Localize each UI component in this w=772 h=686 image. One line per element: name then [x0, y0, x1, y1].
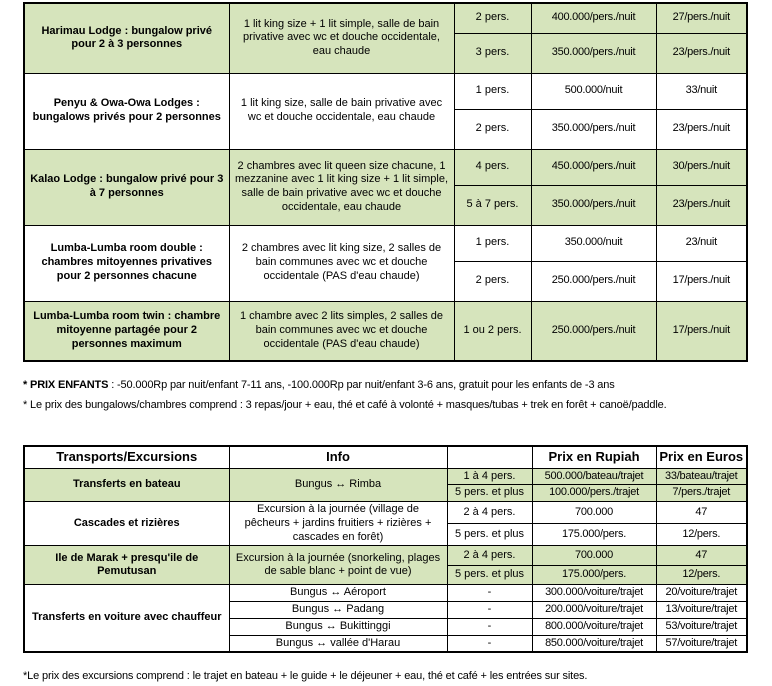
transport-name-cell: Cascades et rizières [24, 502, 229, 546]
price-euros-cell: 33/nuit [656, 73, 747, 109]
table-row [24, 73, 747, 109]
transport-info-cell: Excursion à la journée (village de pêcheurs + jardins fruitiers + rizières + cascades en forêt) [229, 502, 447, 546]
transport-info-cell: Bungus ↔ Padang [229, 602, 447, 619]
header-transports-excursions: Transports/Excursions [24, 446, 229, 468]
transport-info-cell: Bungus ↔ Rimba [229, 468, 447, 502]
price-rupiah-cell: 500.000/bateau/trajet [532, 468, 656, 485]
price-euros-cell: 12/pers. [656, 566, 747, 585]
children-price-note [23, 375, 746, 395]
occupancy-cell: 2 à 4 pers. [447, 546, 532, 566]
price-euros-cell: 27/pers./nuit [656, 3, 747, 33]
price-rupiah-cell: 175.000/pers. [532, 566, 656, 585]
price-euros-cell: 20/voiture/trajet [656, 585, 747, 602]
price-euros-cell: 30/pers./nuit [656, 149, 747, 185]
price-rupiah-cell: 450.000/pers./nuit [531, 149, 656, 185]
lodge-name-cell: Kalao Lodge : bungalow privé pour 3 à 7 personnes [24, 149, 229, 225]
transport-name-cell: Ile de Marak + presqu'ile de Pemutusan [24, 546, 229, 585]
transport-info-cell: Bungus ↔ Bukittinggi [229, 618, 447, 635]
price-euros-cell: 23/pers./nuit [656, 33, 747, 73]
price-euros-cell: 33/bateau/trajet [656, 468, 747, 485]
occupancy-cell: 5 pers. et plus [447, 524, 532, 546]
price-rupiah-cell: 175.000/pers. [532, 524, 656, 546]
occupancy-cell: 5 pers. et plus [447, 485, 532, 502]
children-price-note-rest: : -50.000Rp par nuit/enfant 7-11 ans, -100.000Rp par nuit/enfant 3-6 ans, gratuit pour les enfants de -3 ans [108, 379, 615, 391]
occupancy-cell: - [447, 635, 532, 652]
price-euros-cell: 12/pers. [656, 524, 747, 546]
lodge-description-cell: 1 lit king size + 1 lit simple, salle de bain privative avec wc et douche occidentale, eau chaude [229, 3, 454, 73]
occupancy-cell: 2 pers. [454, 109, 531, 149]
price-euros-cell: 7/pers./trajet [656, 485, 747, 502]
included-note: * Le prix des bungalows/chambres comprend : 3 repas/jour + eau, thé et café à volonté + masques/tubas + trek en forêt + canoë/paddle. [23, 399, 667, 411]
price-rupiah-cell: 700.000 [532, 502, 656, 524]
table-row [24, 585, 747, 602]
transport-name-cell: Transferts en bateau [24, 468, 229, 502]
table-row [24, 149, 747, 185]
price-euros-cell: 47 [656, 546, 747, 566]
price-euros-cell: 23/pers./nuit [656, 185, 747, 225]
price-rupiah-cell: 300.000/voiture/trajet [532, 585, 656, 602]
price-euros-cell: 23/nuit [656, 225, 747, 261]
price-rupiah-cell: 350.000/pers./nuit [531, 185, 656, 225]
price-euros-cell: 57/voiture/trajet [656, 635, 747, 652]
price-rupiah-cell: 200.000/voiture/trajet [532, 602, 656, 619]
price-rupiah-cell: 350.000/pers./nuit [531, 33, 656, 73]
table-row [24, 3, 747, 33]
header-empty [447, 446, 532, 468]
price-rupiah-cell: 700.000 [532, 546, 656, 566]
children-price-note-bold: * PRIX ENFANTS [23, 379, 109, 391]
price-rupiah-cell: 250.000/pers./nuit [531, 301, 656, 361]
transport-info-cell: Bungus ↔ Aéroport [229, 585, 447, 602]
occupancy-cell: 3 pers. [454, 33, 531, 73]
price-euros-cell: 17/pers./nuit [656, 261, 747, 301]
header-info: Info [229, 446, 447, 468]
lodge-name-cell: Harimau Lodge : bungalow privé pour 2 à 3 personnes [24, 3, 229, 73]
price-euros-cell: 47 [656, 502, 747, 524]
occupancy-cell: 1 pers. [454, 73, 531, 109]
header-prix-rupiah: Prix en Rupiah [532, 446, 656, 468]
occupancy-cell: - [447, 602, 532, 619]
occupancy-cell: 1 ou 2 pers. [454, 301, 531, 361]
header-prix-euros: Prix en Euros [656, 446, 747, 468]
occupancy-cell: 5 à 7 pers. [454, 185, 531, 225]
price-rupiah-cell: 250.000/pers./nuit [531, 261, 656, 301]
transport-info-cell: Excursion à la journée (snorkeling, plages de sable blanc + point de vue) [229, 546, 447, 585]
table-row [24, 546, 747, 566]
price-rupiah-cell: 350.000/nuit [531, 225, 656, 261]
table-row [24, 502, 747, 524]
transport-header-row [24, 446, 747, 468]
price-rupiah-cell: 100.000/pers./trajet [532, 485, 656, 502]
occupancy-cell: 2 pers. [454, 261, 531, 301]
lodge-description-cell: 2 chambres avec lit queen size chacune, 1 mezzanine avec 1 lit king size + 1 lit simple, salle de bain privative avec wc et douche occidentale, eau chaude [229, 149, 454, 225]
occupancy-cell: 5 pers. et plus [447, 566, 532, 585]
table-row [24, 225, 747, 261]
occupancy-cell: 1 à 4 pers. [447, 468, 532, 485]
price-euros-cell: 17/pers./nuit [656, 301, 747, 361]
excursion-note: *Le prix des excursions comprend : le trajet en bateau + le guide + le déjeuner + eau, thé et café + les entrées sur sites. [23, 670, 588, 683]
occupancy-cell: 4 pers. [454, 149, 531, 185]
transport-name-cell: Transferts en voiture avec chauffeur [24, 585, 229, 653]
price-euros-cell: 53/voiture/trajet [656, 618, 747, 635]
price-rupiah-cell: 850.000/voiture/trajet [532, 635, 656, 652]
price-euros-cell: 13/voiture/trajet [656, 602, 747, 619]
occupancy-cell: 2 pers. [454, 3, 531, 33]
lodge-description-cell: 1 lit king size, salle de bain privative avec wc et douche occidentale, eau chaude [229, 73, 454, 149]
lodge-name-cell: Penyu & Owa-Owa Lodges : bungalows privés pour 2 personnes [24, 73, 229, 149]
transport-table [23, 445, 748, 653]
transport-info-cell: Bungus ↔ vallée d'Harau [229, 635, 447, 652]
table-row [24, 301, 747, 361]
table-row [24, 468, 747, 485]
price-rupiah-cell: 800.000/voiture/trajet [532, 618, 656, 635]
occupancy-cell: 2 à 4 pers. [447, 502, 532, 524]
lodging-table [23, 2, 748, 362]
occupancy-cell: - [447, 618, 532, 635]
occupancy-cell: - [447, 585, 532, 602]
lodging-footnotes [23, 375, 746, 415]
price-rupiah-cell: 350.000/pers./nuit [531, 109, 656, 149]
occupancy-cell: 1 pers. [454, 225, 531, 261]
lodge-name-cell: Lumba-Lumba room double : chambres mitoyennes privatives pour 2 personnes chacune [24, 225, 229, 301]
price-rupiah-cell: 500.000/nuit [531, 73, 656, 109]
lodge-description-cell: 1 chambre avec 2 lits simples, 2 salles de bain communes avec wc et douche occidentale (PAS d'eau chaude) [229, 301, 454, 361]
lodge-description-cell: 2 chambres avec lit king size, 2 salles de bain communes avec wc et douche occidentale (PAS d'eau chaude) [229, 225, 454, 301]
price-euros-cell: 23/pers./nuit [656, 109, 747, 149]
price-rupiah-cell: 400.000/pers./nuit [531, 3, 656, 33]
lodge-name-cell: Lumba-Lumba room twin : chambre mitoyenne partagée pour 2 personnes maximum [24, 301, 229, 361]
